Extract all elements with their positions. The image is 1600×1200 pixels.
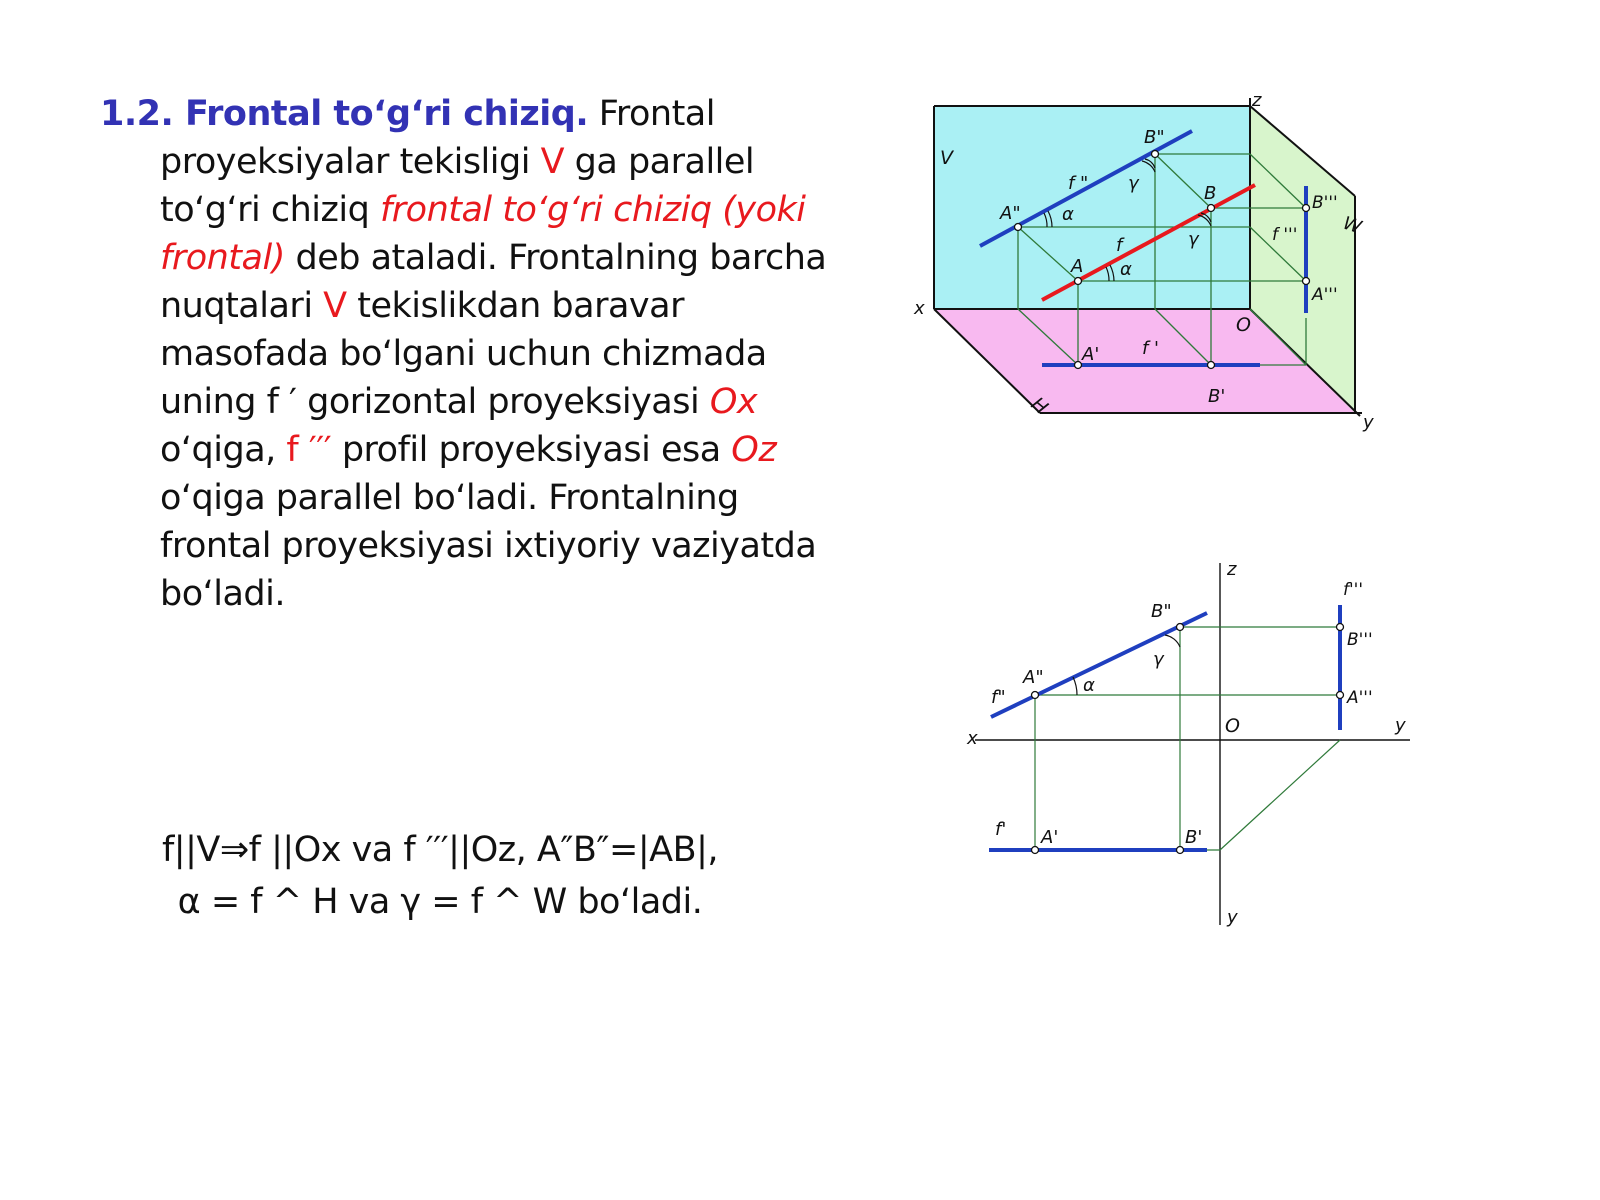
- formula-block: [80, 824, 800, 928]
- gamma-arc: [1165, 635, 1180, 647]
- frontal-projection-f2: [991, 613, 1207, 717]
- body-segment: frontal to‘g‘ri chiziq (yoki frontal): [160, 190, 806, 278]
- projection-lines: [1035, 627, 1340, 850]
- body-segment: deb ataladi. Frontalning barcha nuqtalari: [160, 238, 827, 326]
- label-o: O: [1236, 314, 1251, 336]
- label-f3: f''': [1343, 580, 1364, 600]
- label-f1: f ': [1142, 338, 1160, 359]
- label-a1: A': [1082, 344, 1100, 365]
- body-segment: profil proyeksiyasi esa: [331, 430, 732, 470]
- label-a2: A": [1000, 203, 1021, 224]
- label-f2: f": [991, 687, 1006, 708]
- label-f3: f ''': [1272, 225, 1298, 245]
- label-b: B: [1204, 183, 1217, 204]
- label-a3: A''': [1347, 688, 1373, 708]
- label-f1: f': [995, 819, 1007, 840]
- frontal-line-epure-figure: [955, 555, 1425, 935]
- label-a: A: [1071, 256, 1084, 277]
- body-segment: o‘qiga,: [160, 430, 287, 470]
- body-text: [160, 94, 826, 614]
- label-b1: B': [1208, 386, 1226, 407]
- label-v: V: [940, 147, 953, 169]
- body-segment: o‘qiga parallel bo‘ladi. Frontalning frontal proyeksiyasi ixtiyoriy vaziyatda bo‘ladi.: [160, 478, 817, 614]
- body-segment: f ′′′: [286, 430, 332, 470]
- body-segment: V: [323, 286, 347, 326]
- label-a1: A': [1041, 827, 1059, 848]
- label-z: z: [1227, 559, 1237, 580]
- label-gamma: γ: [1153, 649, 1164, 670]
- formula-line-1: f||V⇒f ||Ox va f ′′′||Oz, A″B″=|AB|,: [161, 830, 718, 870]
- frontal-line-3d-figure: [914, 88, 1390, 438]
- label-b3: B''': [1312, 193, 1338, 213]
- body-segment: Oz: [731, 430, 777, 470]
- formula-line-2: α = f ^ H va γ = f ^ W bo‘ladi.: [177, 882, 703, 922]
- body-segment: ga parallel to‘g‘ri chiziq: [160, 142, 755, 230]
- label-gamma-mid: γ: [1188, 229, 1199, 250]
- label-a2: A": [1023, 667, 1044, 688]
- label-f2: f ": [1068, 173, 1089, 194]
- alpha-arc: [1073, 677, 1077, 695]
- frontal-line-3d-svg: [914, 88, 1390, 438]
- main-paragraph: [100, 90, 850, 618]
- body-segment: Ox: [709, 382, 758, 422]
- label-a3: A''': [1312, 285, 1338, 305]
- label-x: x: [914, 298, 925, 319]
- label-b2: B": [1151, 601, 1172, 622]
- points: [1032, 624, 1344, 854]
- label-h: H: [1026, 392, 1052, 420]
- label-b1: B': [1185, 827, 1203, 848]
- label-y-right: y: [1395, 715, 1406, 736]
- label-alpha: α: [1083, 675, 1095, 696]
- label-f: f: [1116, 235, 1123, 256]
- label-w: W: [1340, 212, 1364, 239]
- label-gamma-top: γ: [1128, 173, 1139, 194]
- label-y: y: [1363, 412, 1374, 433]
- label-x: x: [967, 728, 978, 749]
- label-o: O: [1225, 715, 1240, 737]
- label-b3: B''': [1347, 630, 1373, 650]
- label-y-bottom: y: [1227, 907, 1238, 928]
- label-b2: B": [1144, 127, 1165, 148]
- body-segment: Frontal proyeksiyalar tekisligi: [160, 94, 715, 182]
- body-segment: V: [540, 142, 565, 182]
- label-z: z: [1252, 90, 1262, 111]
- frontal-line-epure-svg: [955, 555, 1425, 935]
- body-segment: tekislikdan baravar masofada bo‘lgani uchun chizmada uning f ′ gorizontal proyeksiyasi: [160, 286, 767, 422]
- axes: [975, 563, 1410, 925]
- label-alpha-top: α: [1062, 204, 1074, 225]
- label-alpha-mid: α: [1120, 259, 1132, 280]
- v-plane: [934, 106, 1250, 309]
- section-heading: 1.2. Frontal to‘g‘ri chiziq.: [100, 94, 589, 134]
